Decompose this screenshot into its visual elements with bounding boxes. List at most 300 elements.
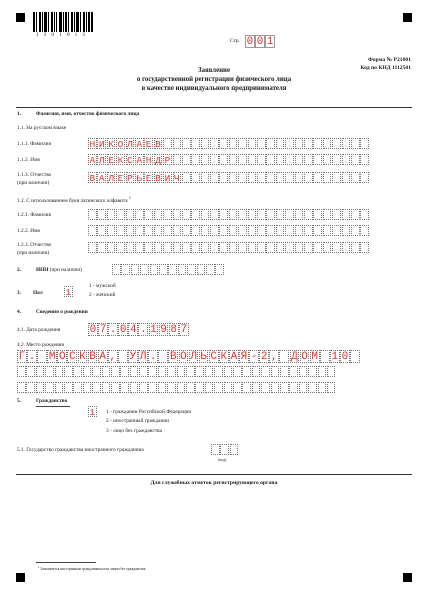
patronymic-char-cell[interactable] <box>323 172 332 183</box>
latin-surname-char-cell[interactable] <box>276 209 285 220</box>
latin-name-char-cell[interactable] <box>126 225 135 236</box>
patronymic-char-cell[interactable]: И <box>164 173 171 184</box>
latin-name-char-cell[interactable] <box>238 225 247 236</box>
birth-place-char-cell[interactable] <box>177 382 186 393</box>
birth-place-char-cell[interactable]: К <box>79 351 86 363</box>
patronymic-char-cell[interactable]: Л <box>108 173 114 184</box>
birth-place-char-cell[interactable] <box>36 366 45 377</box>
patronymic-char-cell[interactable]: Е <box>117 173 124 184</box>
latin-patronymic-char-cell[interactable] <box>154 242 163 253</box>
surname-char-cell[interactable]: А <box>136 139 143 150</box>
patronymic-char-cell[interactable]: Е <box>145 173 152 184</box>
birth-place-char-cell[interactable]: С <box>210 351 217 363</box>
birth-place-char-cell[interactable] <box>45 382 54 393</box>
birth-place-char-cell[interactable] <box>167 382 176 393</box>
name-char-cell[interactable]: Р <box>164 155 171 166</box>
birth-place-char-cell[interactable] <box>64 366 73 377</box>
latin-patronymic-char-cell[interactable] <box>126 242 135 253</box>
latin-surname-char-cell[interactable] <box>191 209 200 220</box>
patronymic-char-cell[interactable] <box>191 172 200 183</box>
inn-digit-cell[interactable] <box>187 264 196 275</box>
birth-place-char-cell[interactable] <box>214 366 223 377</box>
latin-patronymic-char-cell[interactable] <box>360 242 369 253</box>
latin-name-char-cell[interactable] <box>144 225 153 236</box>
patronymic-char-cell[interactable] <box>266 172 275 183</box>
birth-place-char-cell[interactable] <box>252 382 261 393</box>
surname-char-cell[interactable]: В <box>155 139 161 150</box>
latin-patronymic-char-cell[interactable] <box>144 242 153 253</box>
patronymic-char-cell[interactable] <box>332 172 341 183</box>
birth-place-char-cell[interactable] <box>242 382 251 393</box>
name-char-cell[interactable] <box>182 154 191 165</box>
latin-name-char-cell[interactable] <box>351 225 360 236</box>
birth-place-char-cell[interactable] <box>224 382 233 393</box>
inn-digit-cell[interactable] <box>168 264 177 275</box>
patronymic-char-cell[interactable] <box>295 172 304 183</box>
surname-char-cell[interactable] <box>229 138 238 149</box>
latin-name-char-cell[interactable] <box>173 225 182 236</box>
patronymic-char-cell[interactable] <box>229 172 238 183</box>
birth-date-cell[interactable]: 8 <box>170 324 177 336</box>
code-cell[interactable] <box>211 444 220 455</box>
latin-surname-char-cell[interactable] <box>257 209 266 220</box>
birth-place-char-cell[interactable] <box>55 382 64 393</box>
birth-place-char-cell[interactable] <box>120 366 129 377</box>
latin-name-char-cell[interactable] <box>360 225 369 236</box>
birth-place-char-cell[interactable] <box>261 382 270 393</box>
birth-date-cell[interactable]: 0 <box>89 324 97 336</box>
patronymic-char-cell[interactable]: А <box>98 173 105 184</box>
name-char-cell[interactable] <box>219 154 228 165</box>
patronymic-char-cell[interactable]: Ь <box>136 173 143 184</box>
birth-place-char-cell[interactable] <box>318 382 327 393</box>
birth-place-char-cell[interactable] <box>37 350 47 363</box>
patronymic-char-cell[interactable] <box>210 172 219 183</box>
patronymic-char-cell[interactable] <box>276 172 285 183</box>
latin-surname-char-cell[interactable] <box>248 209 257 220</box>
latin-name-char-cell[interactable] <box>135 225 144 236</box>
patronymic-char-cell[interactable] <box>313 172 322 183</box>
surname-char-cell[interactable] <box>351 138 360 149</box>
birth-place-char-cell[interactable]: А <box>230 351 238 363</box>
surname-char-cell[interactable]: Е <box>145 139 152 150</box>
patronymic-char-cell[interactable] <box>285 172 294 183</box>
patronymic-char-cell[interactable] <box>304 172 313 183</box>
birth-place-char-cell[interactable] <box>299 382 308 393</box>
birth-place-char-cell[interactable] <box>233 382 242 393</box>
latin-surname-char-cell[interactable] <box>88 209 97 220</box>
birth-place-char-cell[interactable]: Ь <box>200 351 207 363</box>
latin-name-char-cell[interactable] <box>97 225 106 236</box>
inn-digit-cell[interactable] <box>159 264 168 275</box>
birth-place-char-cell[interactable] <box>73 382 82 393</box>
birth-place-char-cell[interactable] <box>139 382 148 393</box>
birth-place-char-cell[interactable] <box>130 382 139 393</box>
latin-surname-char-cell[interactable] <box>135 209 144 220</box>
latin-surname-char-cell[interactable] <box>116 209 125 220</box>
latin-name-char-cell[interactable] <box>313 225 322 236</box>
page-cell[interactable]: 0 <box>246 36 254 48</box>
latin-patronymic-char-cell[interactable] <box>248 242 257 253</box>
surname-char-cell[interactable]: И <box>98 139 105 150</box>
latin-name-char-cell[interactable] <box>342 225 351 236</box>
birth-date-cell[interactable]: . <box>109 324 117 336</box>
birth-place-char-cell[interactable]: . <box>28 351 36 363</box>
latin-surname-char-cell[interactable] <box>304 209 313 220</box>
birth-place-char-cell[interactable] <box>83 382 92 393</box>
patronymic-char-cell[interactable]: Р <box>127 173 133 184</box>
birth-place-char-cell[interactable] <box>83 366 92 377</box>
inn-digit-cell[interactable] <box>150 264 159 275</box>
patronymic-char-cell[interactable] <box>219 172 228 183</box>
name-char-cell[interactable] <box>173 154 182 165</box>
latin-patronymic-char-cell[interactable] <box>163 242 172 253</box>
latin-surname-char-cell[interactable] <box>173 209 182 220</box>
surname-char-cell[interactable] <box>257 138 266 149</box>
birth-place-char-cell[interactable] <box>318 366 327 377</box>
latin-surname-char-cell[interactable] <box>360 209 369 220</box>
surname-char-cell[interactable] <box>342 138 351 149</box>
latin-patronymic-char-cell[interactable] <box>135 242 144 253</box>
birth-place-char-cell[interactable]: У <box>129 351 137 363</box>
patronymic-char-cell[interactable] <box>238 172 247 183</box>
inn-digit-cell[interactable] <box>178 264 187 275</box>
birth-date-cell[interactable]: 1 <box>150 324 157 336</box>
inn-digit-cell[interactable] <box>206 264 215 275</box>
birth-place-char-cell[interactable] <box>242 366 251 377</box>
birth-place-char-cell[interactable] <box>308 366 317 377</box>
surname-char-cell[interactable] <box>323 138 332 149</box>
birth-place-char-cell[interactable]: Я <box>240 351 248 363</box>
birth-place-char-cell[interactable] <box>252 366 261 377</box>
patronymic-char-cell[interactable] <box>351 172 360 183</box>
birth-place-char-cell[interactable] <box>148 366 157 377</box>
name-char-cell[interactable] <box>276 154 285 165</box>
birth-place-char-cell[interactable] <box>186 382 195 393</box>
latin-surname-char-cell[interactable] <box>163 209 172 220</box>
latin-name-char-cell[interactable] <box>295 225 304 236</box>
patronymic-char-cell[interactable] <box>182 172 191 183</box>
birth-place-char-cell[interactable]: Л <box>139 351 147 363</box>
birth-place-char-cell[interactable] <box>139 366 148 377</box>
birth-place-char-cell[interactable]: 1 <box>331 351 339 363</box>
birth-place-char-cell[interactable]: С <box>69 351 76 363</box>
birth-place-char-cell[interactable]: О <box>301 351 308 363</box>
name-char-cell[interactable]: С <box>127 155 133 166</box>
surname-char-cell[interactable]: Н <box>89 139 96 150</box>
name-char-cell[interactable]: Е <box>108 155 114 166</box>
birth-place-char-cell[interactable] <box>148 382 157 393</box>
name-char-cell[interactable] <box>191 154 200 165</box>
surname-char-cell[interactable] <box>182 138 191 149</box>
birth-date-cell[interactable]: 7 <box>99 324 107 336</box>
latin-patronymic-char-cell[interactable] <box>210 242 219 253</box>
patronymic-char-cell[interactable] <box>360 172 369 183</box>
birth-place-char-cell[interactable] <box>17 382 26 393</box>
birth-place-char-cell[interactable] <box>55 366 64 377</box>
latin-name-char-cell[interactable] <box>323 225 332 236</box>
birth-place-char-cell[interactable]: 0 <box>341 351 349 363</box>
latin-name-char-cell[interactable] <box>285 225 294 236</box>
surname-char-cell[interactable] <box>266 138 275 149</box>
latin-patronymic-char-cell[interactable] <box>332 242 341 253</box>
latin-name-char-cell[interactable] <box>332 225 341 236</box>
patronymic-char-cell[interactable]: В <box>89 173 96 184</box>
birth-place-char-cell[interactable] <box>271 382 280 393</box>
sex-cell[interactable]: 1 <box>65 287 72 298</box>
birth-place-char-cell[interactable] <box>289 366 298 377</box>
latin-name-char-cell[interactable] <box>257 225 266 236</box>
name-char-cell[interactable] <box>238 154 247 165</box>
birth-place-char-cell[interactable] <box>130 366 139 377</box>
birth-place-char-cell[interactable] <box>102 366 111 377</box>
birth-place-char-cell[interactable] <box>45 366 54 377</box>
latin-name-char-cell[interactable] <box>229 225 238 236</box>
patronymic-char-cell[interactable] <box>257 172 266 183</box>
birth-place-char-cell[interactable] <box>111 382 120 393</box>
birth-place-char-cell[interactable] <box>271 366 280 377</box>
surname-char-cell[interactable]: О <box>117 139 124 150</box>
name-char-cell[interactable] <box>248 154 257 165</box>
name-char-cell[interactable] <box>257 154 266 165</box>
name-char-cell[interactable]: К <box>117 155 124 166</box>
latin-surname-char-cell[interactable] <box>266 209 275 220</box>
latin-name-char-cell[interactable] <box>88 225 97 236</box>
latin-name-char-cell[interactable] <box>182 225 191 236</box>
birth-place-char-cell[interactable] <box>167 366 176 377</box>
latin-patronymic-char-cell[interactable] <box>182 242 191 253</box>
latin-surname-char-cell[interactable] <box>182 209 191 220</box>
surname-char-cell[interactable] <box>285 138 294 149</box>
surname-char-cell[interactable]: Л <box>127 139 133 150</box>
name-char-cell[interactable] <box>285 154 294 165</box>
latin-patronymic-char-cell[interactable] <box>238 242 247 253</box>
name-char-cell[interactable] <box>360 154 369 165</box>
surname-char-cell[interactable] <box>201 138 210 149</box>
latin-surname-char-cell[interactable] <box>126 209 135 220</box>
inn-digit-cell[interactable] <box>112 264 121 275</box>
latin-patronymic-char-cell[interactable] <box>116 242 125 253</box>
birth-place-char-cell[interactable] <box>36 382 45 393</box>
birth-place-char-cell[interactable]: - <box>250 351 258 363</box>
birth-place-char-cell[interactable] <box>158 350 168 363</box>
latin-patronymic-char-cell[interactable] <box>219 242 228 253</box>
latin-name-char-cell[interactable] <box>210 225 219 236</box>
birth-place-char-cell[interactable] <box>289 382 298 393</box>
latin-patronymic-char-cell[interactable] <box>97 242 106 253</box>
name-char-cell[interactable]: А <box>89 155 96 166</box>
latin-patronymic-char-cell[interactable] <box>295 242 304 253</box>
name-char-cell[interactable] <box>210 154 219 165</box>
latin-patronymic-char-cell[interactable] <box>88 242 97 253</box>
latin-surname-char-cell[interactable] <box>219 209 228 220</box>
latin-patronymic-char-cell[interactable] <box>276 242 285 253</box>
birth-place-char-cell[interactable]: 2 <box>260 351 268 363</box>
latin-surname-char-cell[interactable] <box>229 209 238 220</box>
latin-patronymic-char-cell[interactable] <box>351 242 360 253</box>
latin-patronymic-char-cell[interactable] <box>342 242 351 253</box>
birth-place-char-cell[interactable]: О <box>58 351 66 363</box>
latin-patronymic-char-cell[interactable] <box>229 242 238 253</box>
citizenship-cell[interactable]: 1 <box>89 407 96 418</box>
birth-place-char-cell[interactable]: В <box>170 351 177 363</box>
birth-place-char-cell[interactable]: Д <box>291 351 298 363</box>
birth-place-char-cell[interactable] <box>214 382 223 393</box>
latin-surname-char-cell[interactable] <box>238 209 247 220</box>
birth-place-char-cell[interactable] <box>92 382 101 393</box>
latin-patronymic-char-cell[interactable] <box>266 242 275 253</box>
birth-place-char-cell[interactable]: Г <box>18 351 26 363</box>
inn-digit-cell[interactable] <box>215 264 224 275</box>
birth-place-char-cell[interactable] <box>280 382 289 393</box>
name-char-cell[interactable] <box>229 154 238 165</box>
name-char-cell[interactable] <box>266 154 275 165</box>
latin-surname-char-cell[interactable] <box>313 209 322 220</box>
latin-surname-char-cell[interactable] <box>201 209 210 220</box>
name-char-cell[interactable] <box>332 154 341 165</box>
birth-place-char-cell[interactable]: М <box>311 351 318 363</box>
birth-place-char-cell[interactable]: , <box>109 351 117 363</box>
birth-place-char-cell[interactable] <box>327 382 336 393</box>
latin-name-char-cell[interactable] <box>154 225 163 236</box>
latin-surname-char-cell[interactable] <box>154 209 163 220</box>
birth-place-char-cell[interactable] <box>102 382 111 393</box>
patronymic-char-cell[interactable] <box>248 172 257 183</box>
birth-place-char-cell[interactable] <box>320 350 330 363</box>
surname-char-cell[interactable] <box>173 138 182 149</box>
surname-char-cell[interactable] <box>276 138 285 149</box>
latin-patronymic-char-cell[interactable] <box>173 242 182 253</box>
birth-place-char-cell[interactable] <box>186 366 195 377</box>
latin-surname-char-cell[interactable] <box>107 209 116 220</box>
name-char-cell[interactable]: Д <box>155 155 161 166</box>
birth-place-char-cell[interactable]: Л <box>190 351 197 363</box>
surname-char-cell[interactable] <box>332 138 341 149</box>
code-cell[interactable] <box>220 444 229 455</box>
birth-place-char-cell[interactable] <box>158 382 167 393</box>
name-char-cell[interactable] <box>351 154 360 165</box>
birth-place-char-cell[interactable]: В <box>89 351 96 363</box>
latin-name-char-cell[interactable] <box>201 225 210 236</box>
inn-digit-cell[interactable] <box>121 264 130 275</box>
birth-date-cell[interactable]: . <box>140 324 147 336</box>
name-char-cell[interactable] <box>313 154 322 165</box>
birth-place-char-cell[interactable] <box>111 366 120 377</box>
birth-place-char-cell[interactable] <box>92 366 101 377</box>
name-char-cell[interactable] <box>201 154 210 165</box>
birth-place-char-cell[interactable] <box>261 366 270 377</box>
latin-surname-char-cell[interactable] <box>332 209 341 220</box>
latin-name-char-cell[interactable] <box>163 225 172 236</box>
surname-char-cell[interactable] <box>163 138 172 149</box>
latin-patronymic-char-cell[interactable] <box>285 242 294 253</box>
latin-name-char-cell[interactable] <box>219 225 228 236</box>
surname-char-cell[interactable] <box>313 138 322 149</box>
latin-name-char-cell[interactable] <box>191 225 200 236</box>
birth-place-char-cell[interactable]: , <box>270 351 278 363</box>
birth-date-cell[interactable]: 9 <box>160 324 167 336</box>
birth-place-char-cell[interactable] <box>26 366 35 377</box>
page-cell[interactable]: 1 <box>266 36 274 48</box>
patronymic-char-cell[interactable] <box>342 172 351 183</box>
birth-place-char-cell[interactable] <box>195 382 204 393</box>
name-char-cell[interactable] <box>295 154 304 165</box>
patronymic-char-cell[interactable] <box>201 172 210 183</box>
birth-place-char-cell[interactable] <box>158 366 167 377</box>
birth-place-char-cell[interactable] <box>26 382 35 393</box>
latin-surname-char-cell[interactable] <box>323 209 332 220</box>
birth-place-char-cell[interactable]: К <box>220 351 228 363</box>
latin-surname-char-cell[interactable] <box>351 209 360 220</box>
latin-patronymic-char-cell[interactable] <box>107 242 116 253</box>
latin-surname-char-cell[interactable] <box>285 209 294 220</box>
latin-surname-char-cell[interactable] <box>144 209 153 220</box>
latin-patronymic-char-cell[interactable] <box>313 242 322 253</box>
birth-place-char-cell[interactable] <box>224 366 233 377</box>
name-char-cell[interactable]: А <box>136 155 143 166</box>
birth-place-char-cell[interactable] <box>73 366 82 377</box>
latin-patronymic-char-cell[interactable] <box>257 242 266 253</box>
birth-date-cell[interactable]: 4 <box>129 324 137 336</box>
birth-date-cell[interactable]: 7 <box>180 324 188 336</box>
birth-place-char-cell[interactable] <box>279 350 289 363</box>
latin-surname-char-cell[interactable] <box>295 209 304 220</box>
latin-name-char-cell[interactable] <box>248 225 257 236</box>
birth-place-char-cell[interactable] <box>64 382 73 393</box>
birth-place-char-cell[interactable] <box>177 366 186 377</box>
birth-place-char-cell[interactable] <box>308 382 317 393</box>
surname-char-cell[interactable] <box>219 138 228 149</box>
surname-char-cell[interactable]: К <box>108 139 114 150</box>
code-cell[interactable] <box>230 444 239 455</box>
birth-place-char-cell[interactable] <box>195 366 204 377</box>
birth-place-char-cell[interactable]: М <box>48 351 56 363</box>
latin-patronymic-char-cell[interactable] <box>201 242 210 253</box>
name-char-cell[interactable] <box>304 154 313 165</box>
surname-char-cell[interactable] <box>191 138 200 149</box>
birth-place-char-cell[interactable] <box>118 350 128 363</box>
latin-name-char-cell[interactable] <box>107 225 116 236</box>
birth-place-char-cell[interactable]: . <box>149 351 157 363</box>
birth-date-cell[interactable]: 0 <box>119 324 127 336</box>
name-char-cell[interactable]: Н <box>145 155 152 166</box>
latin-patronymic-char-cell[interactable] <box>191 242 200 253</box>
surname-char-cell[interactable] <box>360 138 369 149</box>
birth-place-char-cell[interactable] <box>280 366 289 377</box>
birth-place-char-cell[interactable] <box>205 366 214 377</box>
patronymic-char-cell[interactable]: Ч <box>173 173 180 184</box>
birth-place-char-cell[interactable] <box>327 366 336 377</box>
birth-place-char-cell[interactable] <box>350 350 360 363</box>
latin-name-char-cell[interactable] <box>304 225 313 236</box>
name-char-cell[interactable]: Л <box>98 155 105 166</box>
surname-char-cell[interactable] <box>248 138 257 149</box>
birth-place-char-cell[interactable] <box>205 382 214 393</box>
name-char-cell[interactable] <box>342 154 351 165</box>
birth-place-char-cell[interactable] <box>17 366 26 377</box>
birth-place-char-cell[interactable] <box>233 366 242 377</box>
latin-surname-char-cell[interactable] <box>97 209 106 220</box>
latin-name-char-cell[interactable] <box>116 225 125 236</box>
latin-surname-char-cell[interactable] <box>210 209 219 220</box>
inn-digit-cell[interactable] <box>140 264 149 275</box>
birth-place-char-cell[interactable] <box>120 382 129 393</box>
latin-name-char-cell[interactable] <box>266 225 275 236</box>
page-cell[interactable]: 0 <box>256 36 264 48</box>
surname-char-cell[interactable] <box>295 138 304 149</box>
birth-place-char-cell[interactable]: А <box>99 351 106 363</box>
surname-char-cell[interactable] <box>304 138 313 149</box>
